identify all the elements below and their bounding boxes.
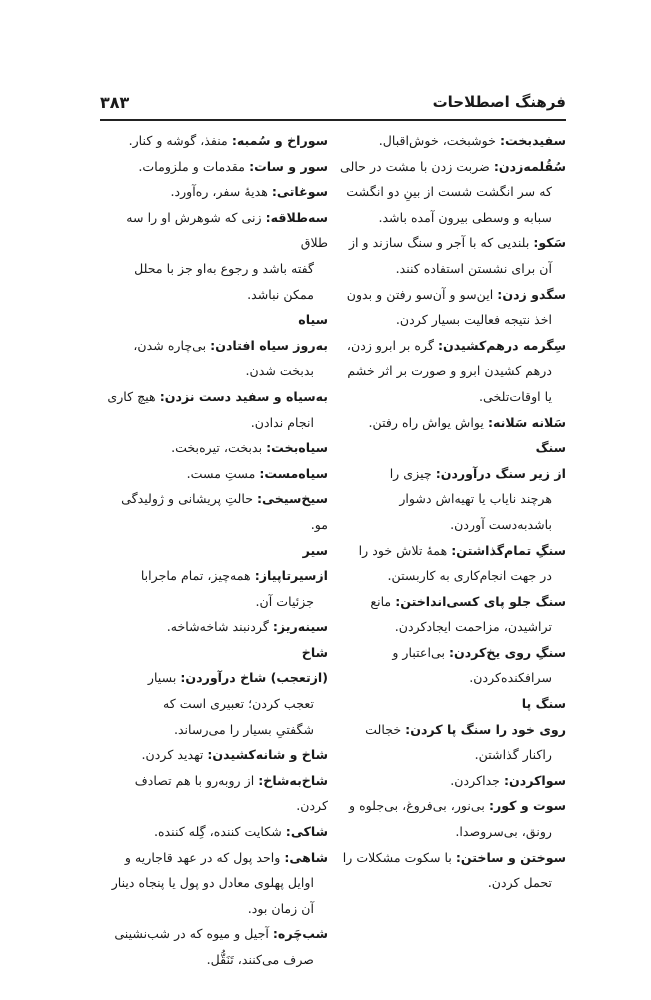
entry-definition-continued: هرچند نایاب یا تهیه‌اش دشوار xyxy=(399,491,552,507)
entry-definition: مستِ مست. xyxy=(186,465,256,481)
entry-definition: همه‌چیز، تمام ماجرابا xyxy=(140,568,251,584)
entry-term: از زیر سنگ درآوردن: xyxy=(435,465,566,481)
entry-definition: شکایت کننده، گِله کننده. xyxy=(153,824,282,840)
dictionary-entry xyxy=(338,410,566,436)
entry-definition: همهٔ تلاش خود را xyxy=(358,542,448,558)
dictionary-entry xyxy=(338,282,566,333)
entry-term: سوختن و ساختن: xyxy=(455,849,566,865)
dictionary-entry xyxy=(100,461,328,487)
dictionary-entry xyxy=(338,640,566,691)
entry-definition: یواش یواش راه رفتن. xyxy=(368,414,484,430)
entry-term: سگدو زدن: xyxy=(497,286,566,302)
entry-definition-continued: باشدبه‌دست آوردن. xyxy=(450,516,552,532)
entry-definition: آجیل و میوه که در شب‌نشینی xyxy=(114,926,269,942)
entry-definition-continued: در جهت انجام‌کاری به کاربستن. xyxy=(387,568,552,584)
entry-term: سَکو: xyxy=(533,235,566,251)
entry-definition-continued: انجام ندادن. xyxy=(250,414,314,430)
dictionary-entry xyxy=(100,154,328,180)
entry-definition: از روبه‌رو با هم تصادف کردن. xyxy=(134,772,328,814)
dictionary-entry xyxy=(100,205,328,307)
entry-term: سوراخ و سُمبه: xyxy=(231,133,328,148)
dictionary-entry xyxy=(338,589,566,640)
entry-definition-continued: جزئیات آن. xyxy=(255,593,314,609)
dictionary-entry xyxy=(338,793,566,844)
dictionary-entry xyxy=(100,384,328,435)
entry-term: سوغاتی: xyxy=(271,184,328,200)
entry-definition: بی‌چاره شدن، xyxy=(133,337,207,353)
entry-definition-continued: تحمل کردن. xyxy=(487,875,552,891)
entry-definition: گردنبند شاخه‌شاخه. xyxy=(166,619,269,635)
entry-definition-continued: سرافکنده‌کردن. xyxy=(469,670,552,686)
dictionary-entry xyxy=(100,435,328,461)
entry-term: سور و سات: xyxy=(249,158,328,174)
dictionary-entry xyxy=(100,819,328,845)
entry-term: سنگِ تمام‌گذاشتن: xyxy=(451,542,566,558)
entry-term: شاکی: xyxy=(285,824,328,840)
running-title: فرهنگ اصطلاحات xyxy=(432,93,566,111)
entry-term: ازسیرتاپیاز: xyxy=(254,568,328,584)
entry-definition: بی‌نور، بی‌فروغ، بی‌جلوه و xyxy=(348,798,485,814)
entry-term: سنگِ روی یخ‌کردن: xyxy=(448,644,566,660)
entry-definition: تهدید کردن. xyxy=(141,747,204,763)
entry-term: روی خود را سنگ پا کردن: xyxy=(405,721,566,737)
entry-term: سَلانه سَلانه: xyxy=(487,414,566,430)
entry-term: سنگ جلو پای کسی‌انداختن: xyxy=(395,593,566,609)
entry-definition: خجالت xyxy=(365,721,402,737)
entry-term: سوت و کور: xyxy=(488,798,566,814)
entry-definition-continued: تراشیدن، مزاحمت ایجادکردن. xyxy=(394,619,552,635)
entry-definition-continued: شگفتیِ بسیار را می‌رساند. xyxy=(173,721,314,737)
entry-definition: جداکردن. xyxy=(450,772,500,788)
dictionary-entry xyxy=(338,538,566,589)
entry-definition: زنی که شوهرش او را سه طلاق xyxy=(126,209,328,251)
entry-term: سیاه‌مست: xyxy=(259,465,328,481)
entry-definition-continued: آن برای نشستن استفاده کنند. xyxy=(395,260,552,276)
entry-definition: مقدمات و ملزومات. xyxy=(138,158,246,174)
entry-definition: واحد پول که در عهد قاجاریه و xyxy=(124,849,281,865)
entry-definition-continued: رونق، بی‌سروصدا. xyxy=(455,824,552,840)
entry-definition: بسیار xyxy=(147,670,177,686)
entry-definition-continued: راکنار گذاشتن. xyxy=(474,747,552,763)
entry-definition: بلندیی که با آجر و سنگ سازند و از xyxy=(348,235,530,251)
entry-definition: با سکوت مشکلات را xyxy=(342,849,452,865)
entry-definition-continued: درهم کشیدن ابرو و صورت بر اثر خشم xyxy=(347,363,552,379)
page-number: ۳۸۳ xyxy=(100,92,130,112)
entry-term: سه‌طلاقه: xyxy=(265,209,328,225)
entry-definition-continued: آن زمان بود. xyxy=(247,900,314,916)
dictionary-entry xyxy=(100,665,328,742)
dictionary-entry xyxy=(338,768,566,794)
entry-definition-continued: سبابه و وسطی بیرون آمده باشد. xyxy=(378,209,552,225)
dictionary-entry xyxy=(100,768,328,819)
entry-term: سُقُلمه‌زدن: xyxy=(493,158,566,174)
section-heading: شاخ xyxy=(301,644,328,660)
dictionary-entry xyxy=(100,845,328,922)
entry-term: شاخ و شانه‌کشیدن: xyxy=(207,747,328,763)
dictionary-entry xyxy=(338,461,566,538)
page-header xyxy=(100,86,566,118)
dictionary-entry xyxy=(100,921,328,972)
dictionary-entry xyxy=(100,128,328,154)
dictionary-entry xyxy=(338,717,566,768)
entry-definition: مانع xyxy=(370,593,392,609)
section-heading: سیر xyxy=(302,542,328,558)
entry-definition: هدیهٔ سفر، ره‌آورد. xyxy=(170,184,268,200)
dictionary-entry xyxy=(338,333,566,410)
dictionary-entry xyxy=(338,128,566,154)
entry-definition-continued: گفته باشد و رجوع به‌او جز با محلل xyxy=(134,260,314,276)
entry-term: به‌روز سیاه افتادن: xyxy=(210,337,328,353)
entry-term: به‌سیاه و سفید دست نزدن: xyxy=(159,388,328,404)
dictionary-entry xyxy=(100,486,328,537)
entry-definition-continued: تعجب کردن؛ تعبیری است که xyxy=(162,696,314,712)
section-heading: سیاه xyxy=(298,312,328,328)
entry-term: سواکردن: xyxy=(503,772,566,788)
entry-definition-continued: اوایل پهلوی معادل دو پول یا پنجاه دینار xyxy=(111,875,314,891)
dictionary-entry xyxy=(100,333,328,384)
entry-definition: خوشبخت، خوش‌اقبال. xyxy=(378,133,496,148)
entry-definition-continued: ممکن نباشد. xyxy=(247,286,314,302)
dictionary-entry xyxy=(338,845,566,896)
dictionary-entry xyxy=(100,614,328,640)
entry-term: سفیدبخت: xyxy=(499,133,566,148)
section-heading: سنگ xyxy=(535,440,566,456)
right-column xyxy=(338,128,566,896)
entry-definition-continued: اخذ نتیجه فعالیت بسیار کردن. xyxy=(395,312,552,328)
entry-definition-continued: صرف می‌کنند، تَنَقُّل. xyxy=(206,952,314,967)
entry-definition: حالتِ پریشانی و ژولیدگی مو. xyxy=(121,491,328,532)
dictionary-entry xyxy=(100,742,328,768)
entry-definition: این‌سو و آن‌سو رفتن و بدون xyxy=(346,286,494,302)
entry-term: شاخ‌به‌شاخ: xyxy=(258,772,328,788)
entry-definition: ضربت زدن با مشت در حالی xyxy=(340,158,490,174)
dictionary-entry xyxy=(338,230,566,281)
section-heading: سنگ پا xyxy=(521,696,566,712)
entry-definition: گره بر ابرو زدن، xyxy=(346,337,434,353)
entry-definition: بدبخت، تیره‌بخت. xyxy=(171,440,263,456)
entry-term: شب‌چَره: xyxy=(272,926,328,942)
entry-term: سیخ‌سیخی: xyxy=(257,491,328,507)
header-rule xyxy=(100,119,566,121)
entry-definition: هیچ کاری xyxy=(107,388,156,404)
entry-definition: منفذ، گوشه و کنار. xyxy=(128,133,228,148)
entry-definition-continued: بدبخت شدن. xyxy=(245,363,314,379)
entry-definition: بی‌اعتبار و xyxy=(392,644,445,660)
entry-term: شاهی: xyxy=(284,849,328,865)
entry-definition: چیزی را xyxy=(389,465,432,481)
entry-term: سِگرمه درهم‌کشیدن: xyxy=(437,337,566,353)
dictionary-entry xyxy=(100,179,328,205)
entry-definition-continued: که سر انگشت شست از بینِ دو انگشت xyxy=(346,184,552,200)
dictionary-entry xyxy=(100,563,328,614)
entry-term: سیاه‌بخت: xyxy=(266,440,328,456)
entry-definition-continued: یا اوقات‌تلخی. xyxy=(479,388,552,404)
left-column xyxy=(100,128,328,973)
entry-term: (از‌تعجب) شاخ درآوردن: xyxy=(180,670,328,686)
dictionary-entry xyxy=(338,154,566,231)
entry-term: سینه‌ریز: xyxy=(272,619,328,635)
